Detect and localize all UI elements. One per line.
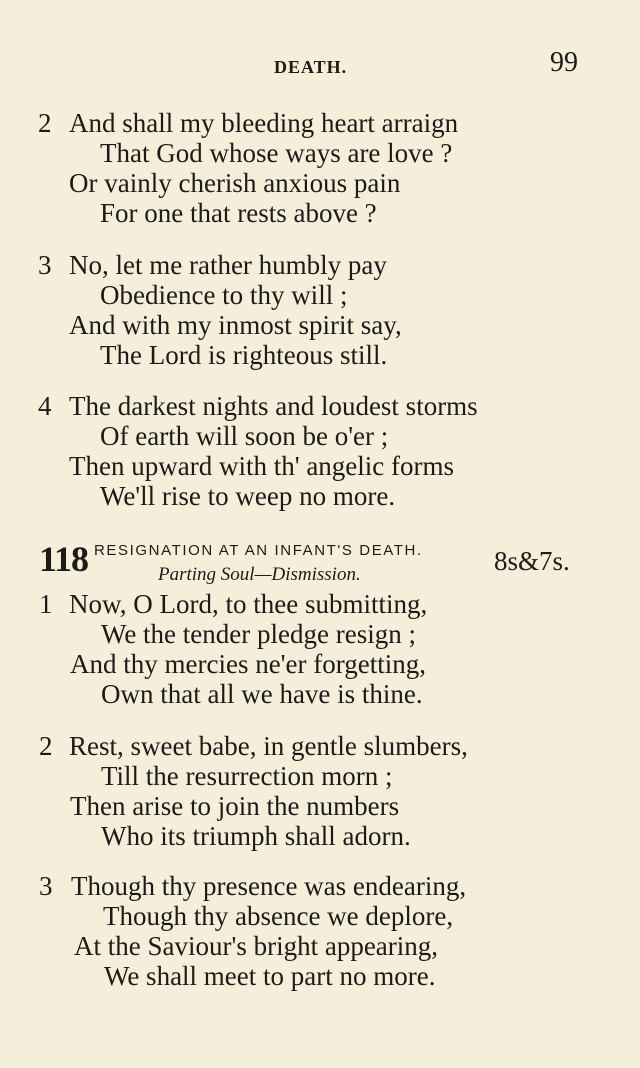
hymn-title: RESIGNATION AT AN INFANT'S DEATH. [94,542,423,559]
verse-line: Now, O Lord, to thee submitting, [69,589,428,619]
hymn-tune: Parting Soul—Dismission. [158,564,361,585]
verse-line: Own that all we have is thine. [101,679,423,709]
verse-line: We'll rise to weep no more. [100,481,396,511]
verse-line: Then upward with th' angelic forms [69,451,455,481]
stanza-number: 2 [39,731,53,761]
verse-line: We shall meet to part no more. [104,961,436,991]
verse-line: No, let me rather humbly pay [69,250,387,280]
stanza-number: 2 [38,108,52,138]
stanza-number: 1 [39,589,53,619]
stanza-number: 3 [38,250,52,280]
verse-line: And with my inmost spirit say, [69,310,402,340]
stanza-number: 3 [39,871,53,901]
verse-line: Who its triumph shall adorn. [101,821,411,851]
verse-line: For one that rests above ? [100,198,377,228]
verse-line: And shall my bleeding heart arraign [69,108,459,138]
verse-line: The Lord is righteous still. [100,340,388,370]
verse-line: That God whose ways are love ? [100,138,453,168]
verse-line: We the tender pledge resign ; [101,619,416,649]
verse-line: Though thy presence was endearing, [71,871,467,901]
hymn-number: 118 [39,539,89,579]
verse-line: And thy mercies ne'er forgetting, [70,649,427,679]
verse-line: Rest, sweet babe, in gentle slumbers, [69,731,468,761]
verse-line: Though thy absence we deplore, [103,901,454,931]
running-head: DEATH. [274,57,348,77]
verse-line: Or vainly cherish anxious pain [69,168,401,198]
verse-line: Then arise to join the numbers [70,791,400,821]
page-number: 99 [550,47,578,78]
verse-line: The darkest nights and loudest storms [69,391,478,421]
verse-line: Till the resurrection morn ; [101,761,393,791]
hymn-meter: 8s&7s. [494,546,570,576]
verse-line: At the Saviour's bright appearing, [74,931,439,961]
stanza-number: 4 [38,391,52,421]
verse-line: Obedience to thy will ; [100,280,348,310]
verse-line: Of earth will soon be o'er ; [100,421,389,451]
